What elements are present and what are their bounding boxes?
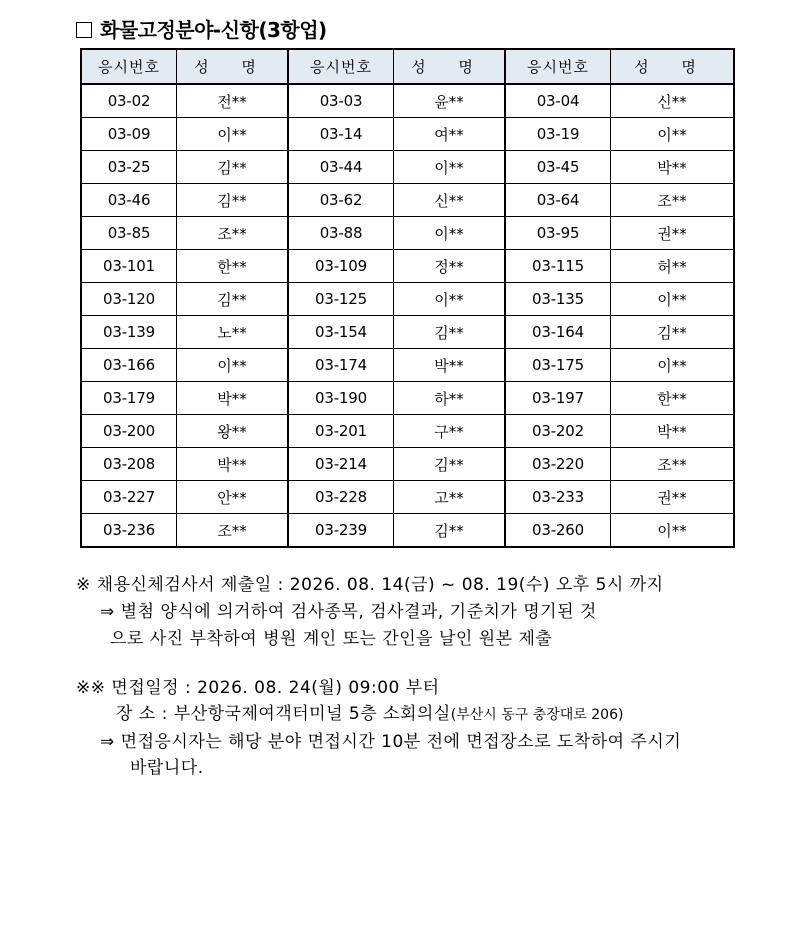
table-row xyxy=(81,382,734,415)
section-title xyxy=(76,14,327,43)
table-row xyxy=(81,151,734,184)
table-row xyxy=(81,118,734,151)
header-exam-number: 응시번호 xyxy=(505,49,611,84)
exam-number-cell: 03-214 xyxy=(288,448,394,481)
checkbox-icon xyxy=(76,22,92,38)
name-cell: 조** xyxy=(611,448,735,481)
name-cell: 고** xyxy=(394,481,506,514)
exam-number-cell: 03-200 xyxy=(81,415,177,448)
name-cell: 권** xyxy=(611,217,735,250)
medical-submission-note: ※ 채용신체검사서 제출일 : 2026. 08. 14(금) ~ 08. 19(수) 오후 5시 까지 xyxy=(76,575,664,595)
exam-number-cell: 03-236 xyxy=(81,514,177,548)
name-cell: 이** xyxy=(611,283,735,316)
exam-number-cell: 03-166 xyxy=(81,349,177,382)
header-exam-number: 응시번호 xyxy=(288,49,394,84)
exam-number-cell: 03-197 xyxy=(505,382,611,415)
exam-number-cell: 03-64 xyxy=(505,184,611,217)
name-cell: 이** xyxy=(611,349,735,382)
exam-number-cell: 03-174 xyxy=(288,349,394,382)
name-cell: 권** xyxy=(611,481,735,514)
name-cell: 신** xyxy=(394,184,506,217)
name-cell: 허** xyxy=(611,250,735,283)
name-cell: 왕** xyxy=(177,415,289,448)
exam-number-cell: 03-45 xyxy=(505,151,611,184)
exam-number-cell: 03-14 xyxy=(288,118,394,151)
interview-instruction-line: ⇒ 면접응시자는 해당 분야 면접시간 10분 전에 면접장소로 도착하여 주시기 xyxy=(100,732,682,752)
exam-number-cell: 03-125 xyxy=(288,283,394,316)
exam-number-cell: 03-88 xyxy=(288,217,394,250)
name-cell: 윤** xyxy=(394,84,506,118)
name-cell: 김** xyxy=(394,514,506,548)
name-cell: 안** xyxy=(177,481,289,514)
exam-number-cell: 03-44 xyxy=(288,151,394,184)
name-cell: 한** xyxy=(611,382,735,415)
exam-number-cell: 03-101 xyxy=(81,250,177,283)
table-row xyxy=(81,481,734,514)
table-row xyxy=(81,217,734,250)
name-cell: 김** xyxy=(394,316,506,349)
exam-number-cell: 03-164 xyxy=(505,316,611,349)
exam-number-cell: 03-220 xyxy=(505,448,611,481)
name-cell: 한** xyxy=(177,250,289,283)
table-row xyxy=(81,283,734,316)
name-cell: 박** xyxy=(611,151,735,184)
name-cell: 김** xyxy=(177,151,289,184)
header-exam-number: 응시번호 xyxy=(81,49,177,84)
exam-number-cell: 03-25 xyxy=(81,151,177,184)
header-name: 성 명 xyxy=(394,49,506,84)
section-title-text: 화물고정분야-신항(3항업) xyxy=(100,18,327,42)
table-body xyxy=(81,84,734,547)
exam-number-cell: 03-202 xyxy=(505,415,611,448)
exam-number-cell: 03-201 xyxy=(288,415,394,448)
exam-number-cell: 03-179 xyxy=(81,382,177,415)
name-cell: 하** xyxy=(394,382,506,415)
exam-number-cell: 03-260 xyxy=(505,514,611,548)
name-cell: 조** xyxy=(177,514,289,548)
table-row xyxy=(81,316,734,349)
table-row xyxy=(81,184,734,217)
exam-number-cell: 03-190 xyxy=(288,382,394,415)
exam-number-cell: 03-62 xyxy=(288,184,394,217)
name-cell: 여** xyxy=(394,118,506,151)
exam-number-cell: 03-175 xyxy=(505,349,611,382)
name-cell: 박** xyxy=(394,349,506,382)
exam-number-cell: 03-233 xyxy=(505,481,611,514)
name-cell: 조** xyxy=(611,184,735,217)
name-cell: 김** xyxy=(177,283,289,316)
exam-number-cell: 03-154 xyxy=(288,316,394,349)
interview-instruction-line-cont: 바랍니다. xyxy=(130,758,204,778)
interview-schedule-note: ※※ 면접일정 : 2026. 08. 24(월) 09:00 부터 xyxy=(76,678,440,698)
table-row xyxy=(81,514,734,548)
name-cell: 박** xyxy=(611,415,735,448)
table-row xyxy=(81,84,734,118)
name-cell: 전** xyxy=(177,84,289,118)
name-cell: 신** xyxy=(611,84,735,118)
exam-number-cell: 03-19 xyxy=(505,118,611,151)
name-cell: 이** xyxy=(177,118,289,151)
table-row xyxy=(81,349,734,382)
table-row xyxy=(81,250,734,283)
exam-number-cell: 03-208 xyxy=(81,448,177,481)
exam-number-cell: 03-95 xyxy=(505,217,611,250)
exam-number-cell: 03-03 xyxy=(288,84,394,118)
medical-instruction-line: ⇒ 별첨 양식에 의거하여 검사종목, 검사결과, 기준치가 명기된 것 xyxy=(100,602,597,622)
table-header-row xyxy=(81,49,734,84)
interview-place xyxy=(116,699,623,724)
exam-number-cell: 03-109 xyxy=(288,250,394,283)
name-cell: 박** xyxy=(177,448,289,481)
name-cell: 노** xyxy=(177,316,289,349)
exam-number-cell: 03-135 xyxy=(505,283,611,316)
exam-number-cell: 03-46 xyxy=(81,184,177,217)
interview-place-label: 장 소 : 부산항국제여객터미널 5층 소회의실 xyxy=(116,704,451,724)
table-row xyxy=(81,415,734,448)
results-table xyxy=(80,48,735,548)
exam-number-cell: 03-09 xyxy=(81,118,177,151)
exam-number-cell: 03-120 xyxy=(81,283,177,316)
exam-number-cell: 03-139 xyxy=(81,316,177,349)
medical-instruction-line-cont: 으로 사진 부착하여 병원 계인 또는 간인을 날인 원본 제출 xyxy=(110,629,553,649)
name-cell: 이** xyxy=(177,349,289,382)
name-cell: 조** xyxy=(177,217,289,250)
name-cell: 구** xyxy=(394,415,506,448)
header-name: 성 명 xyxy=(177,49,289,84)
name-cell: 박** xyxy=(177,382,289,415)
exam-number-cell: 03-115 xyxy=(505,250,611,283)
exam-number-cell: 03-02 xyxy=(81,84,177,118)
name-cell: 이** xyxy=(394,151,506,184)
name-cell: 이** xyxy=(394,217,506,250)
exam-number-cell: 03-228 xyxy=(288,481,394,514)
name-cell: 정** xyxy=(394,250,506,283)
interview-place-address: (부산시 동구 충장대로 206) xyxy=(450,707,624,723)
name-cell: 이** xyxy=(611,118,735,151)
table-row xyxy=(81,448,734,481)
exam-number-cell: 03-239 xyxy=(288,514,394,548)
name-cell: 이** xyxy=(394,283,506,316)
name-cell: 이** xyxy=(611,514,735,548)
exam-number-cell: 03-85 xyxy=(81,217,177,250)
name-cell: 김** xyxy=(611,316,735,349)
exam-number-cell: 03-04 xyxy=(505,84,611,118)
name-cell: 김** xyxy=(394,448,506,481)
header-name: 성 명 xyxy=(611,49,735,84)
name-cell: 김** xyxy=(177,184,289,217)
exam-number-cell: 03-227 xyxy=(81,481,177,514)
